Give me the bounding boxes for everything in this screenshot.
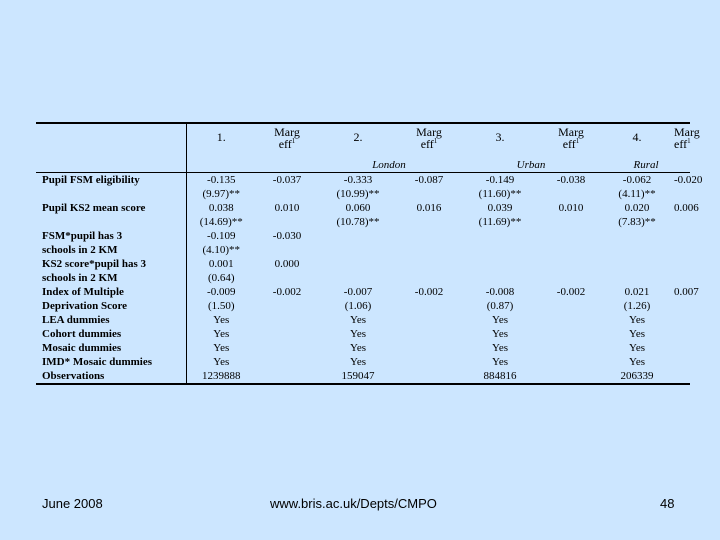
marg-label: Marg [416,125,442,139]
marginal-effect-cell [256,327,318,341]
marginal-effect-cell [398,257,460,271]
coefficient-cell: (11.60)** [478,188,522,200]
table-row [36,313,690,327]
coefficient-cell [318,229,398,243]
coefficient-cell: Yes [349,342,366,354]
coefficient-cell: -0.009 [186,285,256,299]
marginal-effect-cell [540,215,602,229]
marginal-effect-cell [256,341,318,355]
row-label: Observations [42,370,105,382]
coefficient-cell: (11.69)** [478,216,522,228]
coefficient-cell: (10.78)** [336,216,380,228]
marginal-effect-cell [540,313,602,327]
coefficient-cell [318,257,398,271]
marginal-effect-cell [672,271,690,285]
coefficient-cell [460,257,540,271]
coefficient-cell: (0.64) [186,271,256,285]
coefficient-cell: -0.135 [186,173,256,188]
marginal-effect-cell [540,355,602,369]
coefficient-cell: Yes [491,342,508,354]
marginal-effect-header-4 [672,123,700,158]
coefficient-cell: 0.039 [487,202,513,214]
marginal-effect-cell: 0.007 [674,286,699,298]
coefficient-cell [460,229,540,243]
marginal-effect-cell [540,243,602,257]
marginal-effect-cell [256,313,318,327]
table-row [36,201,690,215]
table-row [36,341,690,355]
coefficient-cell: Yes [628,328,645,340]
subsample-label-urban: Urban [460,158,602,173]
table-row [36,257,690,271]
footnote-marker: 1 [291,137,296,145]
marginal-effect-cell: 0.010 [558,202,584,214]
eff-label: eff [674,137,688,151]
row-label: KS2 score*pupil has 3 [42,258,147,270]
marginal-effect-cell [672,299,690,313]
coefficient-cell: Yes [186,313,256,327]
table-row [36,299,690,313]
marginal-effect-cell [398,355,460,369]
coefficient-cell [318,243,398,257]
marginal-effect-cell: 0.000 [274,258,300,270]
marginal-effect-cell [256,215,318,229]
marginal-effect-cell: -0.030 [272,230,302,242]
marginal-effect-cell [398,327,460,341]
marginal-effect-cell [256,271,318,285]
marginal-effect-cell [398,243,460,257]
table-header-row [36,123,690,158]
marginal-effect-cell [540,327,602,341]
marginal-effect-cell [672,215,690,229]
column-header-2: 2. [353,130,363,144]
marginal-effect-header-1 [256,123,318,158]
regression-results-table [36,122,703,385]
coefficient-cell: Yes [491,314,508,326]
coefficient-cell: 1239888 [186,369,256,384]
coefficient-cell [460,271,540,285]
marginal-effect-cell: -0.002 [414,286,444,298]
coefficient-cell: Yes [628,356,645,368]
header-blank-cell [36,123,186,158]
footer-page-number: 48 [660,496,675,511]
coefficient-cell: 0.060 [345,202,371,214]
coefficient-cell: 159047 [341,370,375,382]
coefficient-cell: 0.021 [624,286,650,298]
marginal-effect-cell [398,313,460,327]
marginal-effect-cell [672,257,690,271]
table-row [36,271,690,285]
marginal-effect-cell [540,187,602,201]
coefficient-cell: Yes [628,314,645,326]
coefficient-cell: (0.87) [486,300,514,312]
footnote-marker: 1 [433,137,438,145]
marginal-effect-cell [672,341,690,355]
coefficient-cell: Yes [186,355,256,369]
coefficient-cell: (9.97)** [186,187,256,201]
subsample-label-london: London [318,158,460,173]
table-row [36,229,690,243]
marginal-effect-cell [672,355,690,369]
marginal-effect-cell [398,271,460,285]
coefficient-cell: Yes [491,328,508,340]
column-header-1: 1. [186,123,256,158]
row-label: Pupil FSM eligibility [42,174,140,186]
marginal-effect-cell [398,229,460,243]
coefficient-cell: Yes [349,314,366,326]
marginal-effect-cell [256,299,318,313]
coefficient-cell: -0.149 [485,174,515,186]
row-label: Deprivation Score [42,300,128,312]
coefficient-cell [602,243,672,257]
marginal-effect-cell [540,257,602,271]
coefficient-cell: Yes [186,327,256,341]
marginal-effect-cell [256,369,318,384]
marginal-effect-cell [540,229,602,243]
marginal-effect-cell [256,243,318,257]
marginal-effect-cell [256,187,318,201]
marginal-effect-cell: 0.016 [416,202,442,214]
marginal-effect-cell [672,229,690,243]
coefficient-cell: 0.020 [624,202,650,214]
marg-label: Marg [274,125,300,139]
marginal-effect-cell: -0.020 [674,174,703,186]
marginal-effect-cell [398,215,460,229]
footer-url: www.bris.ac.uk/Depts/CMPO [270,496,437,511]
marginal-effect-cell [672,187,690,201]
coefficient-cell: (4.11)** [618,188,656,200]
coefficient-cell: Yes [349,328,366,340]
marginal-effect-cell [540,299,602,313]
column-header-3: 3. [495,130,505,144]
eff-label: eff [420,137,434,151]
table-row [36,173,690,188]
coefficient-cell: -0.333 [343,174,373,186]
marginal-effect-cell [672,313,690,327]
coefficient-cell: 0.001 [186,257,256,271]
marginal-effect-cell [672,243,690,257]
footnote-marker: 1 [575,137,580,145]
coefficient-cell [602,229,672,243]
marginal-effect-cell: -0.002 [556,286,586,298]
row-label: schools in 2 KM [42,272,118,284]
coefficient-cell: Yes [491,356,508,368]
row-label: FSM*pupil has 3 [42,230,123,242]
marginal-effect-cell [398,369,460,384]
marginal-effect-cell [540,271,602,285]
marg-label: Marg [674,125,700,139]
coefficient-cell: (1.50) [186,299,256,313]
coefficient-cell: (1.06) [344,300,372,312]
coefficient-cell: -0.007 [343,286,373,298]
row-label: Cohort dummies [42,328,122,340]
marginal-effect-header-2 [398,123,460,158]
marginal-effect-cell [398,299,460,313]
row-label: Pupil KS2 mean score [42,202,146,214]
marginal-effect-cell [540,369,602,384]
coefficient-cell: Yes [349,356,366,368]
table-row [36,369,690,384]
coefficient-cell: -0.109 [186,229,256,243]
marginal-effect-cell [256,355,318,369]
coefficient-cell: (10.99)** [336,188,380,200]
marginal-effect-cell [672,327,690,341]
coefficient-cell: -0.062 [622,174,652,186]
subsample-label-rural: Rural [602,158,690,173]
row-label: Mosaic dummies [42,342,122,354]
marginal-effect-cell [540,341,602,355]
row-label: IMD* Mosaic dummies [42,356,152,368]
marginal-effect-cell: 0.010 [274,202,300,214]
marginal-effect-cell [398,187,460,201]
marginal-effect-cell: -0.037 [272,174,302,186]
row-label [36,187,186,201]
row-label: schools in 2 KM [42,244,118,256]
coefficient-cell: 206339 [620,370,654,382]
coefficient-cell: (4.10)** [186,243,256,257]
coefficient-cell: 0.038 [186,201,256,215]
table-row [36,187,690,201]
results-table-wrapper [36,122,703,402]
table-row [36,327,690,341]
coefficient-cell: -0.008 [485,286,515,298]
marginal-effect-cell: -0.087 [414,174,444,186]
coefficient-cell: (14.69)** [186,215,256,229]
row-label: LEA dummies [42,314,110,326]
table-row [36,243,690,257]
coefficient-cell [318,271,398,285]
marginal-effect-cell: -0.002 [272,286,302,298]
coefficient-cell: (1.26) [623,300,651,312]
column-header-4: 4. [632,130,642,144]
coefficient-cell: Yes [628,342,645,354]
marginal-effect-cell: -0.038 [556,174,586,186]
coefficient-cell [602,257,672,271]
table-row [36,215,690,229]
coefficient-cell [602,271,672,285]
marginal-effect-cell [672,369,690,384]
eff-label: eff [562,137,576,151]
subsample-full [186,158,318,173]
row-label: Index of Multiple [42,286,124,298]
eff-label: eff [278,137,292,151]
coefficient-cell: (7.83)** [618,216,656,228]
coefficient-cell: Yes [186,341,256,355]
subsample-row [36,158,690,173]
table-row [36,355,690,369]
coefficient-cell: 884816 [483,370,517,382]
row-label [36,215,186,229]
footnote-marker: 1 [687,137,691,145]
subsample-blank [36,158,186,173]
footer-date: June 2008 [42,496,103,511]
marginal-effect-cell: 0.006 [674,202,699,214]
coefficient-cell [460,243,540,257]
table-row [36,285,690,299]
marg-label: Marg [558,125,584,139]
marginal-effect-cell [398,341,460,355]
marginal-effect-header-3 [540,123,602,158]
